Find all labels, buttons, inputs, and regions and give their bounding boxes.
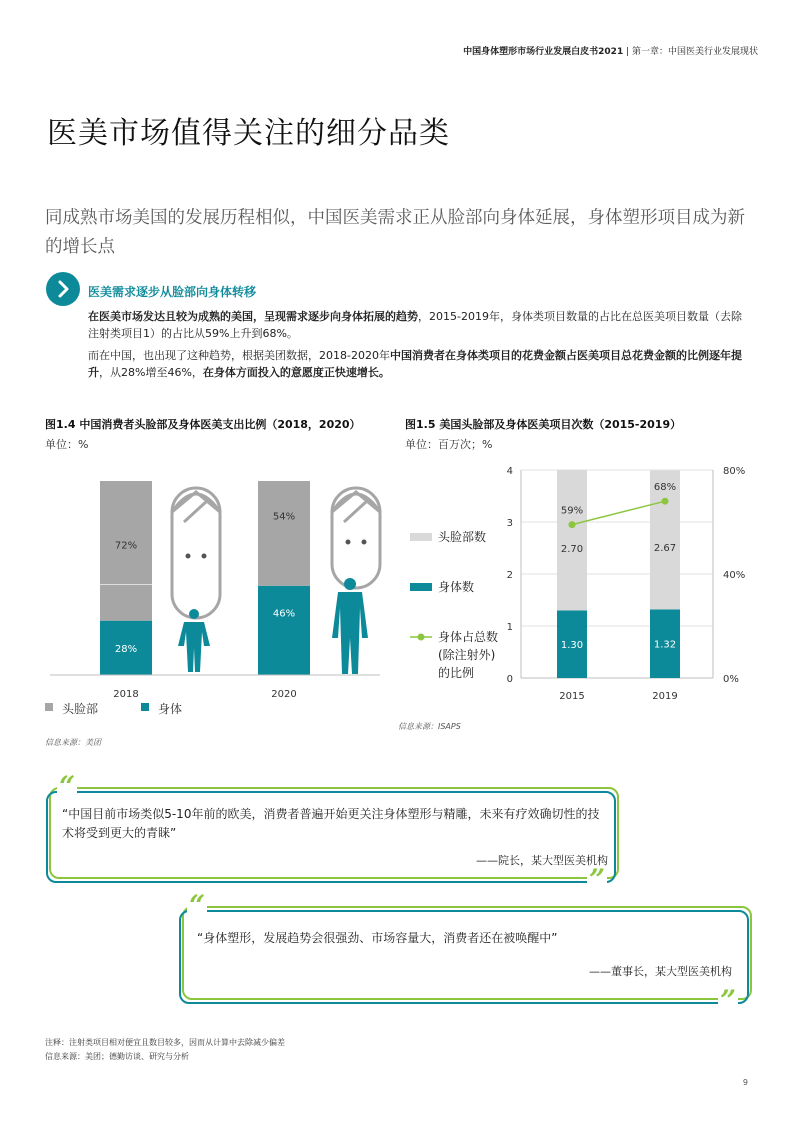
close-quote-icon: ” xyxy=(589,863,606,896)
person-face-icon xyxy=(332,488,380,588)
label-face-2019: 2.67 xyxy=(653,542,677,554)
open-quote-icon: “ xyxy=(59,770,76,803)
legend-body-swatch xyxy=(141,703,149,711)
legend-face-count-label: 头脸部数 xyxy=(438,530,487,544)
paragraph-us-bold: 在医美市场发达且较为成熟的美国，呈现需求逐步向身体拓展的趋势 xyxy=(88,310,418,323)
fig15-title: 图1.5 美国头脸部及身体医美项目次数（2015-2019） xyxy=(405,418,682,431)
paragraph-china xyxy=(88,347,748,381)
x-tick-2015: 2015 xyxy=(559,691,585,702)
paragraph-china-a: 而在中国，也出现了这种趋势，根据美团数据，2018-2020年 xyxy=(88,349,390,362)
header-report-title: 中国身体塑形市场行业发展白皮书2021 xyxy=(463,47,624,57)
open-quote-icon: “ xyxy=(189,889,206,922)
y2-tick: 40% xyxy=(723,570,746,581)
y-tick: 2 xyxy=(506,570,513,581)
section-heading: 医美需求逐步从脸部向身体转移 xyxy=(88,285,257,299)
legend-face-label: 头脸部 xyxy=(62,702,99,716)
label-body-2015: 1.30 xyxy=(560,640,584,652)
ratio-point-2015 xyxy=(569,521,576,528)
label-face-2018: 72% xyxy=(114,540,138,552)
x-tick-2018: 2018 xyxy=(113,689,139,700)
fig14-source: 信息来源：美团 xyxy=(45,738,101,747)
x-tick-2020: 2020 xyxy=(271,689,297,700)
page-title: 医美市场值得关注的细分品类 xyxy=(47,116,450,151)
y-tick: 0 xyxy=(506,674,513,685)
x-tick-2019: 2019 xyxy=(652,691,678,702)
legend-ratio-line xyxy=(410,629,498,680)
legend-ratio-label-3: 的比例 xyxy=(438,666,475,680)
label-body-2018: 28% xyxy=(114,643,138,655)
label-body-2019: 1.32 xyxy=(653,639,677,651)
ratio-label-2015: 59% xyxy=(560,505,584,517)
paragraph-us xyxy=(88,308,748,342)
quote-2-attribution: ——董事长，某大型医美机构 xyxy=(589,965,732,978)
chevron-right-icon xyxy=(46,272,80,306)
label-face-2020: 54% xyxy=(272,511,296,523)
person-body-icon xyxy=(332,578,368,674)
quote-1-text: “中国目前市场类似5-10年前的欧美，消费者普遍开始更关注身体塑形与精雕，未来有疗效确切性的技术将受到更大的青睐” xyxy=(62,807,600,840)
paragraph-china-bold2: 在身体方面投入的意愿度正快速增长。 xyxy=(202,366,390,379)
page-subtitle: 同成熟市场美国的发展历程相似，中国医美需求正从脸部向身体延展，身体塑形项目成为新的增长点 xyxy=(45,208,745,257)
running-header xyxy=(463,44,758,57)
quote-box-2-shadow xyxy=(179,910,749,1004)
legend-face-count xyxy=(410,529,486,544)
legend-face-swatch xyxy=(45,703,53,711)
fig15-source: 信息来源：ISAPS xyxy=(398,722,461,731)
legend-body-count-label: 身体数 xyxy=(438,580,475,594)
y-tick: 3 xyxy=(506,518,513,529)
footnote-source: 信息来源：美团；德勤访谈、研究与分析 xyxy=(45,1052,189,1061)
close-quote-icon: ” xyxy=(720,984,737,1017)
legend-body-label: 身体 xyxy=(158,702,183,716)
quote-2-text: “身体塑形，发展趋势会很强劲、市场容量大，消费者还在被唤醒中” xyxy=(197,931,558,945)
label-body-2020: 46% xyxy=(272,608,296,620)
ratio-label-2019: 68% xyxy=(653,482,677,494)
legend-ratio-label-2: (除注射外) xyxy=(438,648,496,662)
paragraph-us-rest: ，2015-2019年，身体类项目数量的占比在总医美项目数量（去除注射类项目1）的占比从59%上升到68%。 xyxy=(88,310,742,340)
page-number: 9 xyxy=(742,1078,748,1087)
header-separator: | xyxy=(623,47,632,57)
legend-body-count xyxy=(410,579,474,594)
legend-ratio-label-1: 身体占总数 xyxy=(438,630,499,644)
label-face-2015: 2.70 xyxy=(560,544,584,555)
paragraph-china-bold: 中国消费者在身体类项目的花费金额占医美项目总花费金额的比例逐年提升 xyxy=(88,349,742,379)
y2-tick: 0% xyxy=(723,674,739,685)
y2-tick: 80% xyxy=(723,466,746,477)
fig15-chart xyxy=(400,460,770,710)
fig15-unit: 单位：百万次；% xyxy=(405,438,493,451)
fig14-title: 图1.4 中国消费者头脸部及身体医美支出比例（2018，2020） xyxy=(45,418,361,431)
y-tick: 4 xyxy=(506,466,513,477)
paragraph-china-b: ，从28%增至46%， xyxy=(99,366,203,379)
fig14-chart xyxy=(40,470,400,730)
footnote: 注释：注射类项目相对便宜且数目较多，因而从计算中去除减少偏差 xyxy=(45,1038,285,1047)
bar-body-2020 xyxy=(258,586,310,675)
header-chapter: 第一章：中国医美行业发展现状 xyxy=(631,47,758,57)
fig14-unit: 单位：% xyxy=(45,438,89,451)
quote-1-attribution: ——院长，某大型医美机构 xyxy=(476,854,608,867)
person-face-icon xyxy=(172,488,220,618)
person-body-icon xyxy=(178,609,210,672)
y-tick: 1 xyxy=(506,622,513,633)
ratio-point-2019 xyxy=(662,498,669,505)
bar-face-2015 xyxy=(557,470,587,610)
bar-face-2020 xyxy=(258,481,310,586)
